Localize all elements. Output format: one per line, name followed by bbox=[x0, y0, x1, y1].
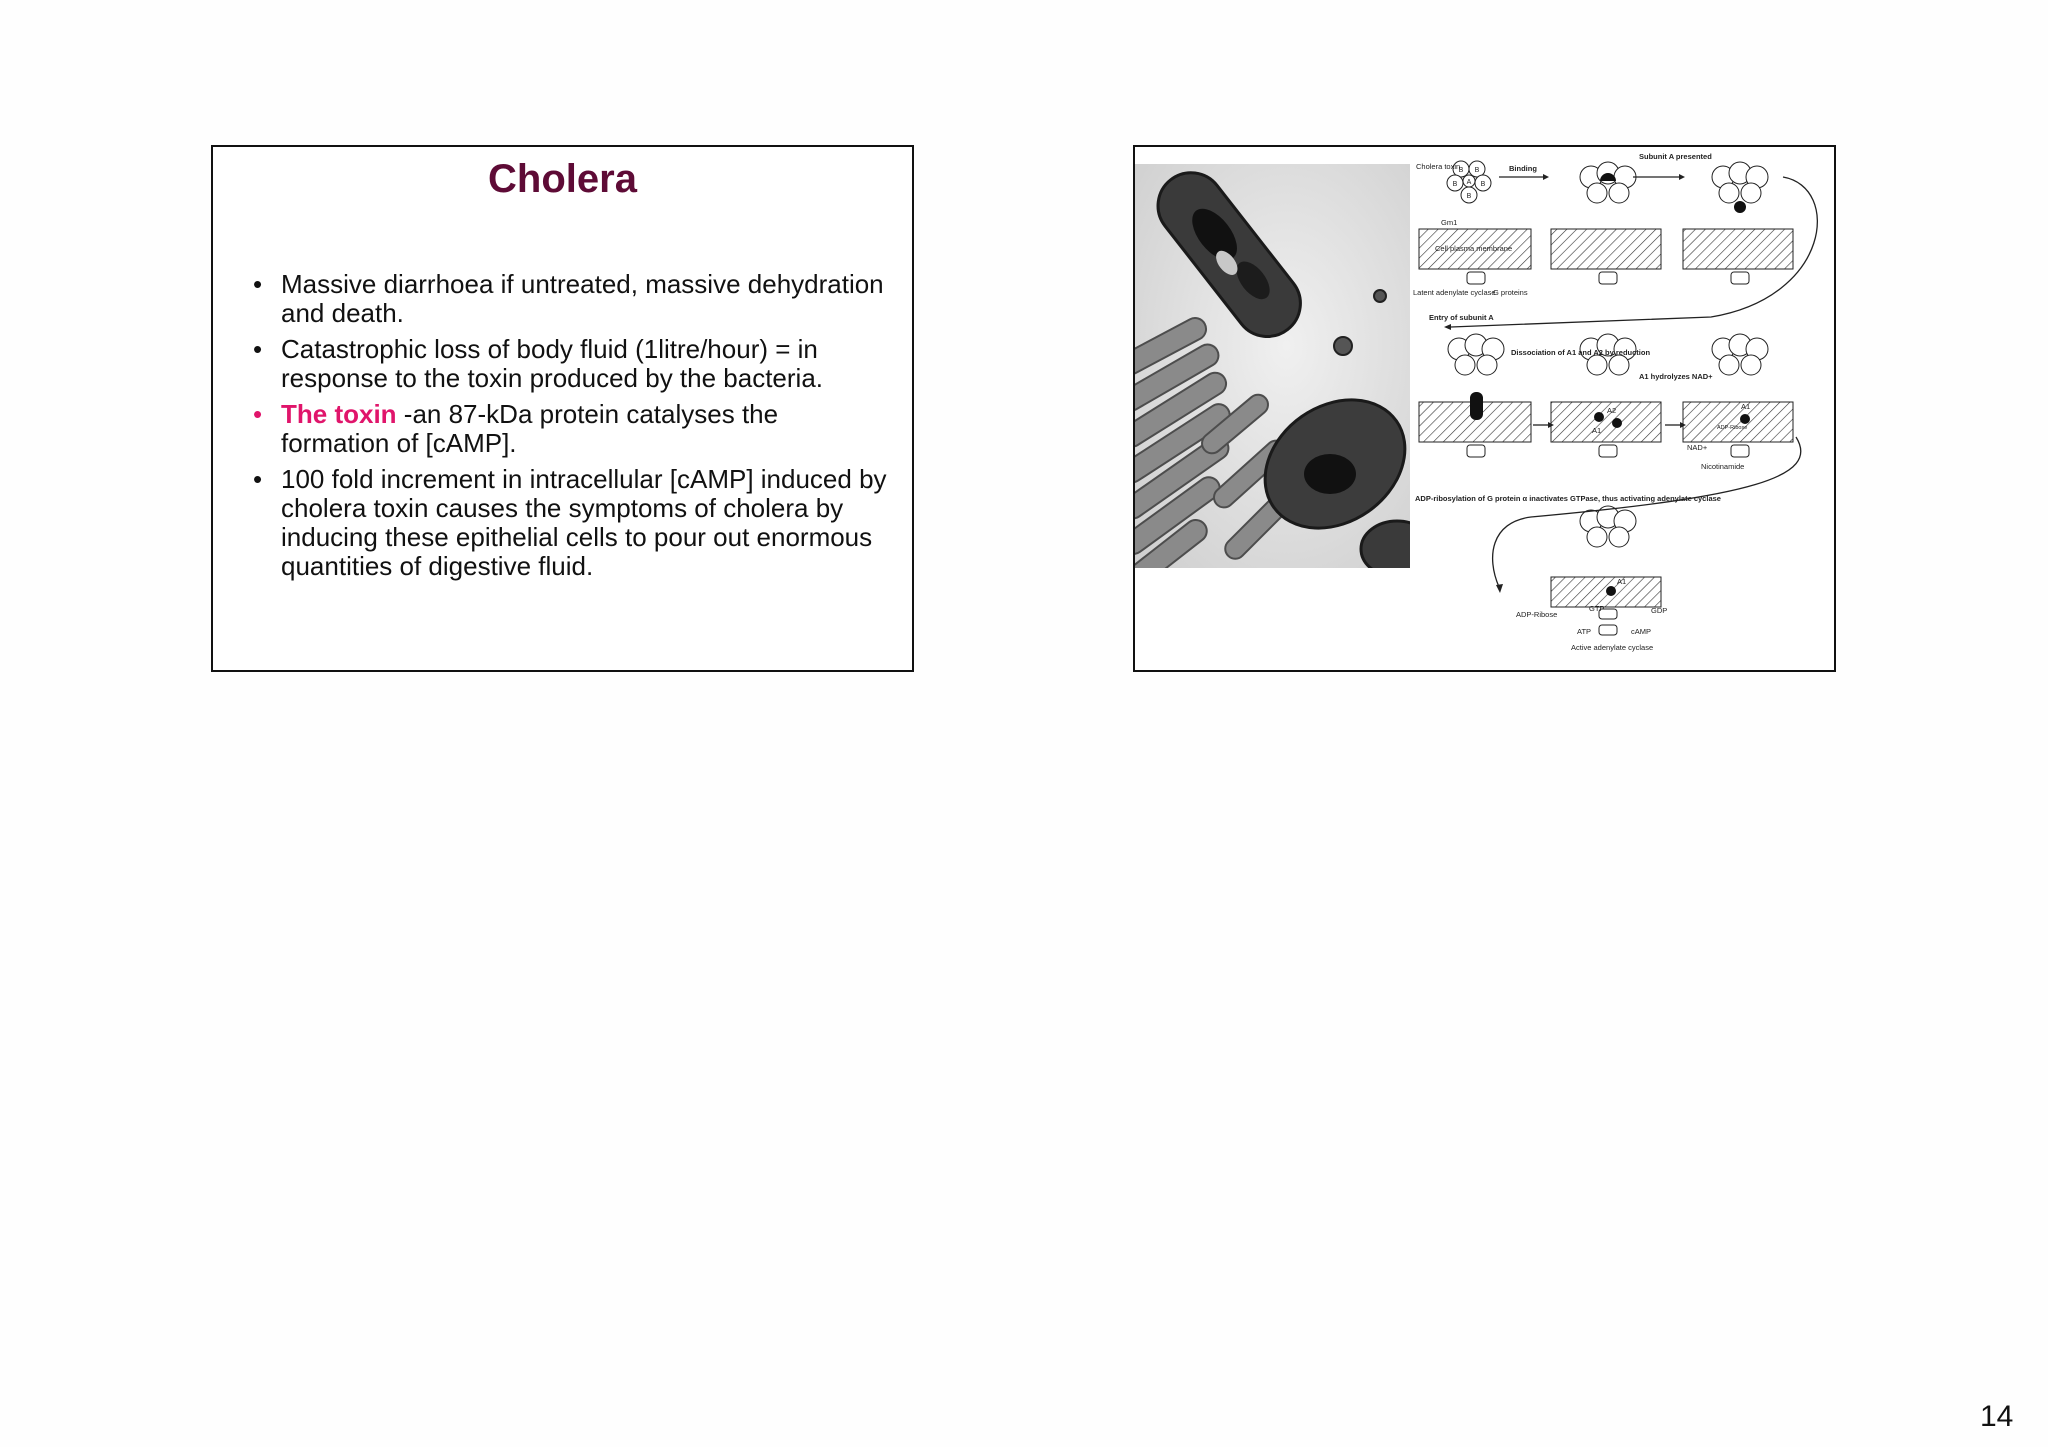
bullet-item bbox=[253, 270, 893, 328]
subunit-b-label: B bbox=[1458, 167, 1464, 174]
bullet-marker: • bbox=[253, 334, 263, 364]
bullet-item bbox=[253, 400, 893, 458]
subunit-b-label: B bbox=[1452, 181, 1458, 188]
label-latent-adenylate-cyclase: Latent adenylate cyclase bbox=[1413, 288, 1496, 297]
label-a2: A2 bbox=[1607, 406, 1617, 415]
electron-micrograph-image bbox=[1135, 164, 1410, 568]
label-cell-plasma-membrane: Cell plasma membrane bbox=[1435, 244, 1513, 253]
label-gtp: GTP bbox=[1589, 604, 1605, 613]
slide-cholera-text bbox=[211, 145, 914, 672]
subunit-b-label: B bbox=[1466, 193, 1472, 200]
bullet-marker: • bbox=[253, 269, 263, 299]
slide-cholera-figures bbox=[1133, 145, 1836, 672]
label-adp-ribose: ADP-Ribose bbox=[1516, 610, 1558, 619]
label-gdp: GDP bbox=[1651, 606, 1668, 615]
bullet-text: -an 87-kDa protein catalyses the formation of [cAMP]. bbox=[281, 399, 779, 458]
label-a1-hydrolyzes: A1 hydrolyzes NAD+ bbox=[1639, 372, 1713, 381]
label-nad: NAD+ bbox=[1687, 443, 1708, 452]
label-camp: cAMP bbox=[1631, 627, 1652, 636]
page-number: 14 bbox=[1980, 1400, 2014, 1433]
bullet-item bbox=[253, 335, 893, 393]
bullet-marker: • bbox=[253, 464, 263, 494]
subunit-b-label: B bbox=[1480, 181, 1486, 188]
label-gm1: Gm1 bbox=[1441, 218, 1458, 227]
bullet-text: Massive diarrhoea if untreated, massive dehydration and death. bbox=[281, 269, 884, 328]
label-atp: ATP bbox=[1577, 627, 1592, 636]
label-binding: Binding bbox=[1509, 164, 1537, 173]
label-g-proteins: G proteins bbox=[1493, 288, 1528, 297]
bullet-item bbox=[253, 465, 893, 581]
bullet-highlight: The toxin bbox=[281, 399, 397, 429]
label-adp-ribosylation: ADP-ribosylation of G protein α inactivates GTPase, thus activating adenylate cyclase bbox=[1415, 494, 1721, 503]
bullet-text: 100 fold increment in intracellular [cAMP] induced by cholera toxin causes the symptoms of cholera by inducing these epithelial cells to pour out enormous quantities of digestive fluid. bbox=[281, 464, 887, 581]
label-a1: A1 bbox=[1592, 426, 1602, 435]
label-entry-of-subunit-a: Entry of subunit A bbox=[1429, 313, 1494, 322]
bullet-marker: • bbox=[253, 399, 263, 429]
label-a1: A1 bbox=[1617, 577, 1627, 586]
label-a1: A1 bbox=[1741, 402, 1751, 411]
label-nicotinamide: Nicotinamide bbox=[1701, 462, 1745, 471]
bullet-text: Catastrophic loss of body fluid (1litre/hour) = in response to the toxin produced by the bacteria. bbox=[281, 334, 824, 393]
subunit-b-label: B bbox=[1474, 167, 1480, 174]
label-adp-ribose: ADP-Ribose bbox=[1717, 425, 1748, 431]
subunit-a-label: A bbox=[1466, 179, 1472, 186]
label-cholera-toxin: Cholera toxin bbox=[1416, 162, 1461, 171]
label-subunit-a-presented: Subunit A presented bbox=[1639, 152, 1712, 161]
slide-title: Cholera bbox=[488, 157, 637, 201]
cholera-toxin-mechanism-diagram bbox=[1411, 147, 1836, 672]
bullet-list bbox=[253, 270, 893, 588]
label-active-adenylate-cyclase: Active adenylate cyclase bbox=[1571, 643, 1654, 652]
label-dissociation: Dissociation of A1 and A2 by reduction bbox=[1511, 348, 1651, 357]
